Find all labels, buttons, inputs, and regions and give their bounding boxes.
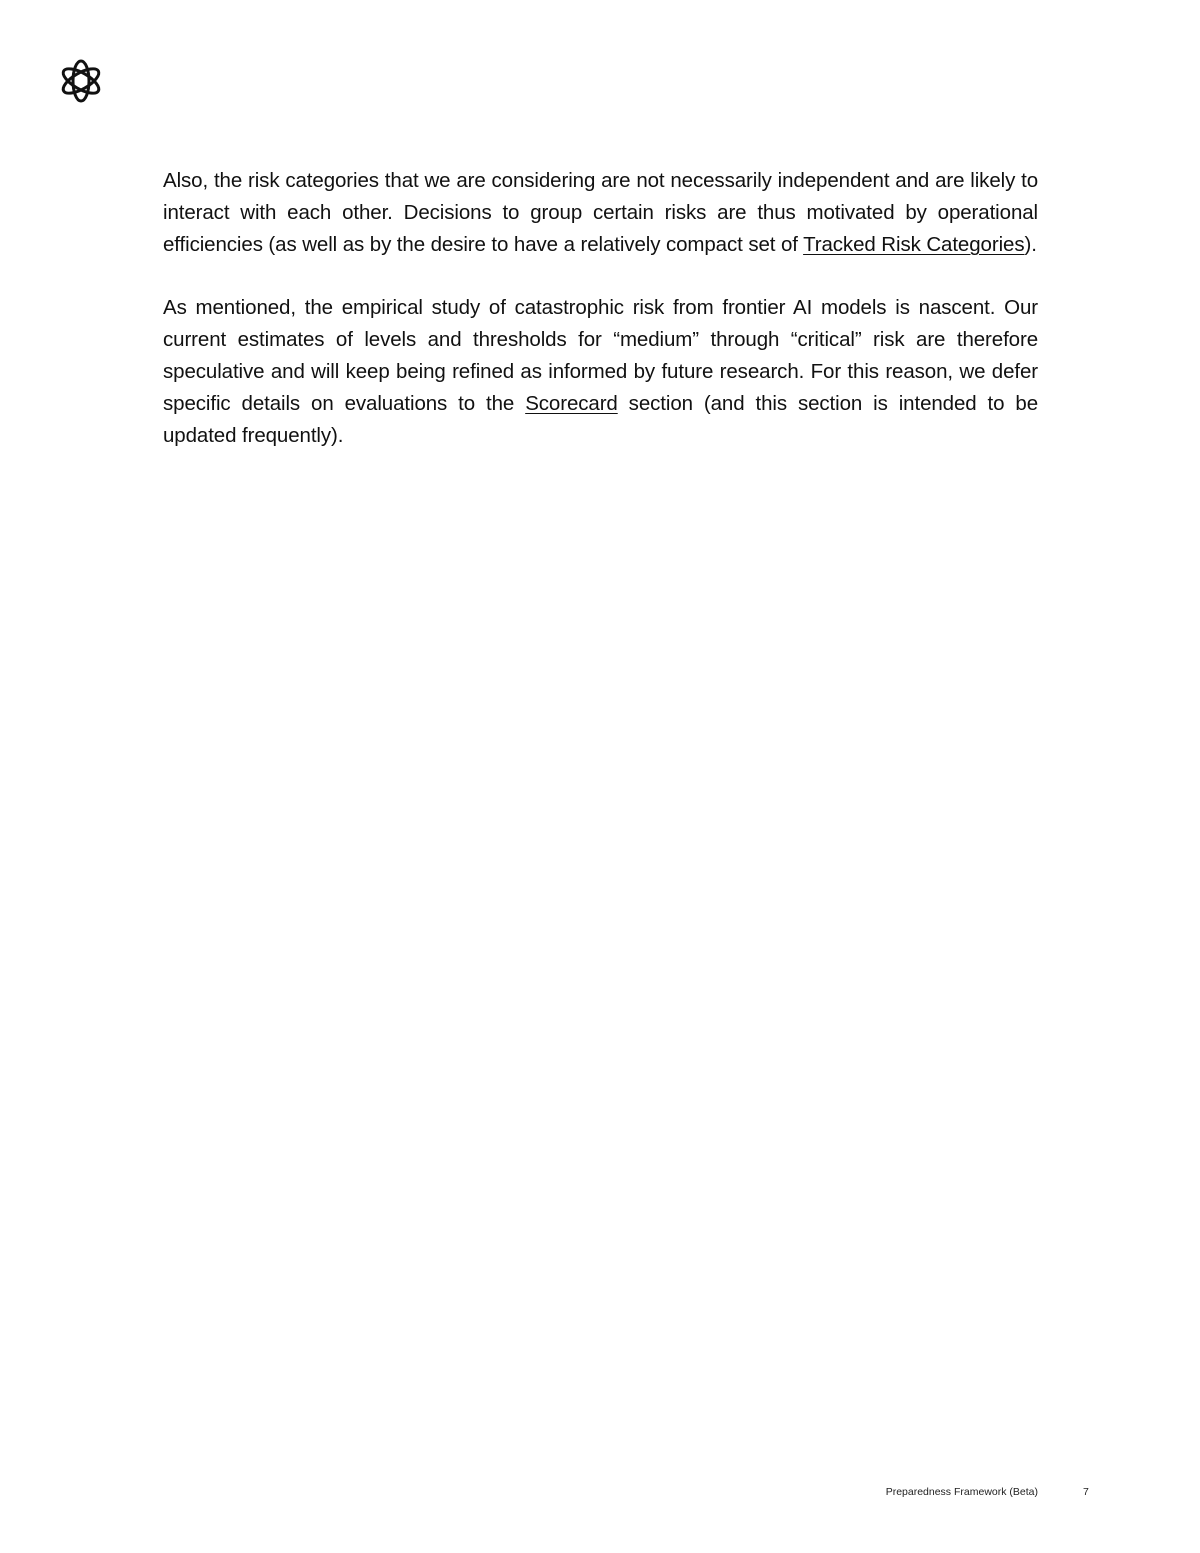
scorecard-link[interactable]: Scorecard	[525, 391, 618, 415]
paragraph-empirical-study	[163, 292, 1038, 451]
paragraph-1-text-before: Also, the risk categories that we are considering are not necessarily independent and are likely to interact with each other. Decisions to group certain risks are thus motivated by operational efficiencies (as well as by the desire to have a relatively compact set of	[163, 169, 1038, 256]
page-content	[163, 165, 1038, 483]
openai-logo-icon	[57, 57, 105, 105]
paragraph-1-text-after: ).	[1024, 232, 1037, 256]
paragraph-risk-categories	[163, 165, 1038, 260]
paragraph-2-text-before: As mentioned, the empirical study of catastrophic risk from frontier AI models is nascent. Our current estimates of levels and thresholds for “medium” through “critical” risk are therefore speculative and will keep being refined as informed by future research. For this reason, we defer specific details on evaluations to the	[163, 296, 1038, 415]
footer-page-number: 7	[1083, 1486, 1089, 1498]
footer-document-title: Preparedness Framework (Beta)	[885, 1486, 1038, 1498]
tracked-risk-categories-link[interactable]: Tracked Risk Categories	[803, 232, 1025, 256]
page-footer	[0, 1486, 1200, 1502]
openai-logo-svg	[57, 57, 105, 105]
paragraph-2-text-after: section (and this section is intended to be updated frequently).	[163, 391, 1038, 447]
